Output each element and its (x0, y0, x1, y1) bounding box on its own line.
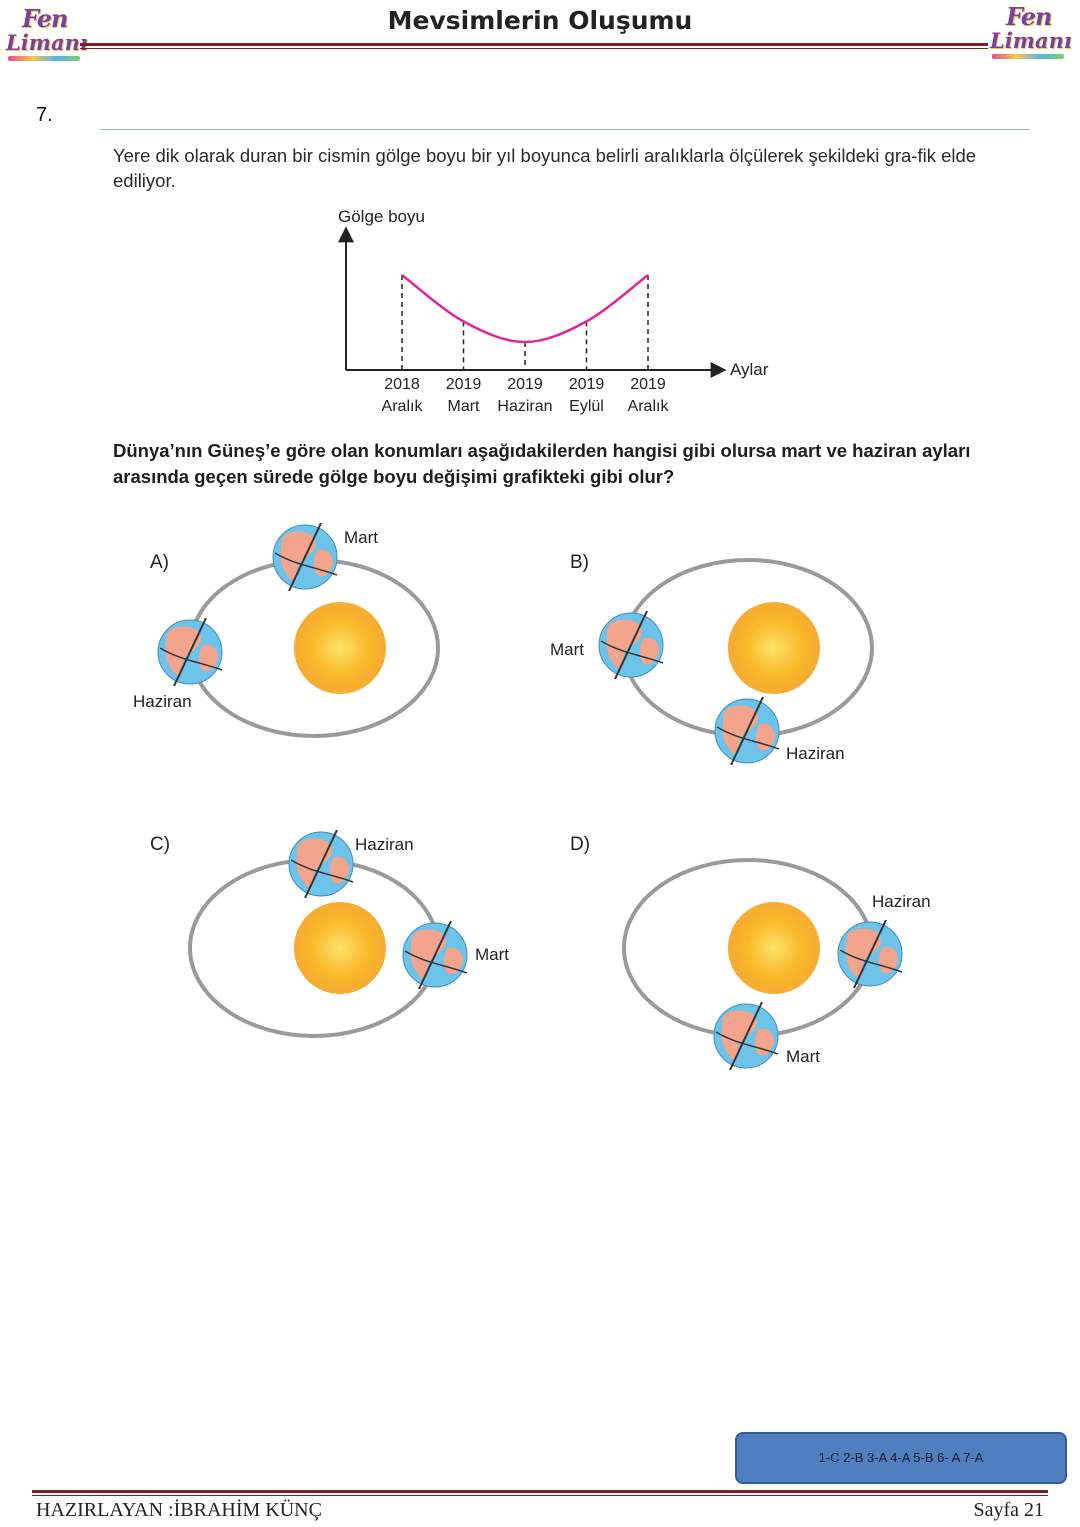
option-a[interactable] (133, 523, 438, 736)
header-divider (80, 43, 988, 49)
footer-divider (32, 1490, 1048, 1496)
question-prompt: Dünya’nın Güneş’e göre olan konumları aşağıdakilerden hangisi gibi olursa mart ve haziran ayları arasında geçen sürede gölge boyu değişimi grafikteki gibi olur? (113, 440, 971, 487)
option-a-letter: A) (150, 552, 169, 573)
tick-label-month: Mart (447, 398, 480, 415)
x-axis-label: Aylar (730, 360, 769, 379)
question-text: Yere dik olarak duran bir cismin gölge boyu bir yıl boyunca belirli aralıklarla ölçülerek şekildeki gra-fik elde ediliyor. (113, 145, 977, 191)
position-label-mart: Mart (475, 945, 509, 964)
logo-text-fen: Fen (22, 4, 68, 33)
option-b-letter: B) (570, 552, 589, 573)
tick-label-year: 2019 (568, 376, 605, 393)
shadow-length-chart (320, 200, 790, 425)
page-title: Mevsimlerin Oluşumu (387, 6, 693, 35)
earth-icon (289, 830, 353, 898)
earth-icon (838, 920, 902, 988)
shadow-length-line (402, 275, 648, 342)
option-d-letter: D) (570, 834, 591, 855)
earth-icon (599, 611, 663, 679)
earth-icon (715, 697, 779, 765)
earth-icon (403, 921, 467, 989)
position-label-haziran: Haziran (355, 835, 414, 854)
option-c[interactable] (150, 830, 509, 1036)
tick-label-month: Aralık (381, 398, 423, 415)
sun (294, 602, 386, 694)
tick-label-year: 2019 (445, 376, 482, 393)
page-number: Sayfa 21 (973, 1499, 1044, 1521)
sun (728, 902, 820, 994)
option-d[interactable] (570, 834, 931, 1070)
sun (728, 602, 820, 694)
question-divider (100, 129, 1030, 130)
option-c-letter: C) (150, 834, 171, 855)
logo-text-limani: Limanı (990, 28, 1072, 53)
logo-text-fen: Fen (1006, 2, 1052, 31)
position-label-haziran: Haziran (133, 692, 192, 711)
option-b[interactable] (550, 552, 872, 765)
logo-text-limani: Limanı (6, 30, 88, 55)
y-axis-label: Gölge boyu (338, 207, 425, 226)
answer-key-box: 1-C 2-B 3-A 4-A 5-B 6- A 7-A (735, 1432, 1067, 1484)
earth-icon (714, 1002, 778, 1070)
position-label-haziran: Haziran (786, 744, 845, 763)
tick-label-month: Eylül (569, 398, 604, 415)
position-label-haziran: Haziran (872, 892, 931, 911)
answer-options (120, 510, 960, 1090)
earth-icon (158, 618, 222, 686)
author-credit: HAZIRLAYAN :İBRAHİM KÜNÇ (36, 1499, 322, 1521)
earth-icon (273, 523, 337, 591)
tick-label-month: Haziran (497, 398, 553, 415)
tick-label-year: 2019 (507, 376, 543, 393)
sun (294, 902, 386, 994)
position-label-mart: Mart (786, 1047, 820, 1066)
question-number: 7. (36, 104, 53, 126)
position-label-mart: Mart (344, 528, 378, 547)
tick-label-year: 2019 (630, 376, 666, 393)
tick-label-year: 2018 (384, 376, 420, 393)
tick-label-month: Aralık (627, 398, 669, 415)
position-label-mart: Mart (550, 640, 584, 659)
